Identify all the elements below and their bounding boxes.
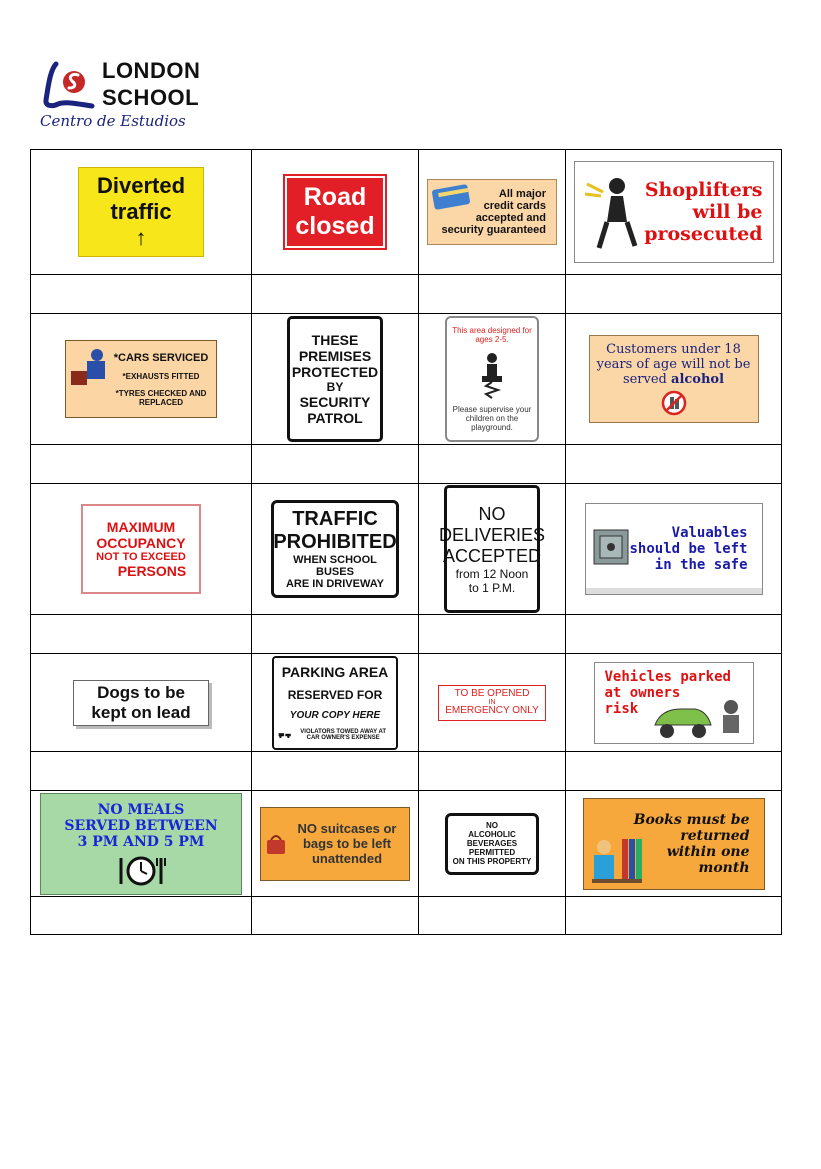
answer-cell[interactable] xyxy=(252,445,418,483)
sign-text: TRAFFIC xyxy=(292,508,378,530)
signs-worksheet-table xyxy=(30,149,782,935)
handbag-icon xyxy=(265,832,287,856)
sign-text: YOUR COPY HERE xyxy=(289,710,381,722)
answer-cell[interactable] xyxy=(31,275,251,313)
sign-text: risk xyxy=(604,700,639,717)
sign-parking-reserved xyxy=(272,656,398,750)
sign-text: NO suitcases or xyxy=(297,821,397,836)
sign-text: SERVED BETWEEN xyxy=(64,817,218,834)
sign-dogs-on-lead xyxy=(73,680,209,726)
sign-vehicles-parked xyxy=(594,662,754,744)
sign-text: BY xyxy=(326,380,344,394)
answer-cell[interactable] xyxy=(419,615,565,653)
sign-text: VIOLATORS TOWED AWAY AT CAR OWNER'S EXPENSE xyxy=(300,729,387,742)
logo-line-school: SCHOOL xyxy=(102,85,200,110)
sign-text: WHEN SCHOOL BUSES xyxy=(293,554,377,578)
sign-text: Please supervise your children on the playground. xyxy=(452,405,532,432)
sign-text: Road xyxy=(303,183,367,211)
sign-text: kept on lead xyxy=(91,702,191,722)
sign-text: PERMITTED xyxy=(468,848,516,857)
clock-cutlery-icon xyxy=(113,854,169,888)
sign-text: EMERGENCY ONLY xyxy=(445,705,539,716)
sign-text: bags to be left xyxy=(302,836,392,851)
sign-no-deliveries xyxy=(438,485,546,613)
sign-text: *TYRES CHECKED AND REPLACED xyxy=(115,388,207,407)
sign-cars-serviced xyxy=(65,340,217,418)
sign-text: from 12 Noon xyxy=(455,566,529,581)
answer-cell[interactable] xyxy=(252,752,418,790)
sign-text: Shoplifters xyxy=(644,179,763,201)
answer-cell[interactable] xyxy=(419,897,565,934)
sign-text: prosecuted xyxy=(644,223,763,245)
sign-text: This area designed for ages 2-5. xyxy=(452,326,532,344)
sign-text: security guaranteed xyxy=(441,224,546,236)
answer-cell[interactable] xyxy=(31,897,251,934)
sign-text: RESERVED FOR xyxy=(287,687,383,702)
sign-text: IN xyxy=(488,699,496,706)
sign-playground xyxy=(445,316,539,442)
sign-text: returned xyxy=(680,827,750,844)
sign-text: SECURITY xyxy=(299,394,371,410)
sign-text: NO xyxy=(478,503,506,524)
sign-text: Customers under 18 xyxy=(606,341,741,357)
logo-mark-icon xyxy=(42,60,98,110)
tow-truck-icon xyxy=(278,729,291,741)
sign-text: at owners xyxy=(604,684,681,701)
sign-text: NOT TO EXCEED xyxy=(96,551,186,563)
arrow-up-icon: ↑ xyxy=(135,225,147,250)
sign-text: *EXHAUSTS FITTED xyxy=(122,371,200,381)
answer-cell[interactable] xyxy=(566,897,781,934)
sign-under-18 xyxy=(589,335,759,423)
credit-card-icon xyxy=(431,183,475,211)
sign-text: credit cards xyxy=(483,200,546,212)
sign-text: MAXIMUM xyxy=(106,519,176,535)
sign-no-alcoholic-beverages xyxy=(445,813,539,875)
sign-text: Dogs to be xyxy=(97,682,185,702)
sign-no-meals xyxy=(40,793,242,895)
sign-text: unattended xyxy=(311,851,383,866)
sign-text: accepted and xyxy=(475,212,546,224)
sign-text: ARE IN DRIVEWAY xyxy=(285,578,384,590)
safe-icon xyxy=(590,522,636,570)
sign-diverted-traffic xyxy=(78,167,204,257)
sign-text: 3 PM AND 5 PM xyxy=(77,833,205,850)
mechanic-icon xyxy=(69,345,109,389)
answer-cell[interactable] xyxy=(419,445,565,483)
sign-traffic-prohibited xyxy=(271,500,399,598)
no-alcohol-icon xyxy=(660,389,688,417)
sign-text: to 1 P.M. xyxy=(468,580,516,595)
answer-cell[interactable] xyxy=(252,275,418,313)
sign-text: served xyxy=(622,371,667,387)
answer-cell[interactable] xyxy=(566,615,781,653)
sign-text: NO xyxy=(486,821,498,830)
car-thief-icon xyxy=(651,695,751,743)
sign-text: alcohol xyxy=(671,371,725,387)
sign-text: PREMISES xyxy=(298,348,372,364)
answer-cell[interactable] xyxy=(566,752,781,790)
sign-text: *CARS SERVICED xyxy=(113,351,209,364)
shoplifter-figure-icon xyxy=(583,170,649,256)
sign-shoplifters xyxy=(574,161,774,263)
sign-text: DELIVERIES xyxy=(438,524,546,545)
sign-text: Valuables xyxy=(671,525,748,541)
sign-text: PERSONS xyxy=(117,563,187,579)
sign-text: All major xyxy=(498,188,546,200)
answer-cell[interactable] xyxy=(566,445,781,483)
sign-credit-cards xyxy=(427,179,557,245)
sign-text: OCCUPANCY xyxy=(96,535,186,551)
answer-cell[interactable] xyxy=(419,275,565,313)
sign-text: within one xyxy=(666,843,750,860)
sign-valuables xyxy=(585,503,763,595)
sign-text: closed xyxy=(295,212,375,240)
sign-text: month xyxy=(698,859,750,876)
sign-text: will be xyxy=(692,201,763,223)
spring-rider-icon xyxy=(472,350,512,400)
sign-emergency-only xyxy=(438,685,546,721)
london-school-logo xyxy=(40,58,210,133)
sign-premises-protected xyxy=(287,316,383,442)
answer-cell[interactable] xyxy=(252,897,418,934)
answer-cell[interactable] xyxy=(31,752,251,790)
sign-text: years of age will not be xyxy=(596,356,751,372)
sign-maximum-occupancy xyxy=(81,504,201,594)
answer-cell[interactable] xyxy=(31,615,251,653)
sign-text: traffic xyxy=(110,199,172,224)
sign-text: PARKING AREA xyxy=(281,663,389,680)
sign-text: ALCOHOLIC BEVERAGES xyxy=(466,830,518,848)
sign-text: NO MEALS xyxy=(97,801,185,818)
sign-text: PROHIBITED xyxy=(273,531,397,553)
sign-books-returned xyxy=(583,798,765,890)
sign-text: Diverted xyxy=(96,173,186,198)
answer-cell[interactable] xyxy=(31,445,251,483)
answer-cell[interactable] xyxy=(566,275,781,313)
sign-no-suitcases xyxy=(260,807,410,881)
answer-cell[interactable] xyxy=(419,752,565,790)
answer-cell[interactable] xyxy=(252,615,418,653)
sign-text: PROTECTED xyxy=(291,364,379,380)
sign-road-closed xyxy=(285,176,385,248)
logo-tagline: Centro de Estudios xyxy=(40,112,186,130)
sign-text: ACCEPTED xyxy=(443,545,542,566)
logo-line-london: LONDON xyxy=(102,58,201,83)
reader-books-icon xyxy=(588,835,646,887)
sign-text: TO BE OPENED xyxy=(454,688,530,699)
sign-text: should be left xyxy=(629,541,748,557)
sign-text: Books must be xyxy=(633,811,750,828)
sign-text: ON THIS PROPERTY xyxy=(452,857,532,866)
sign-text: THESE xyxy=(311,332,359,348)
sign-text: Vehicles parked xyxy=(604,668,731,685)
sign-text: PATROL xyxy=(307,410,363,426)
sign-text: in the safe xyxy=(654,557,748,573)
